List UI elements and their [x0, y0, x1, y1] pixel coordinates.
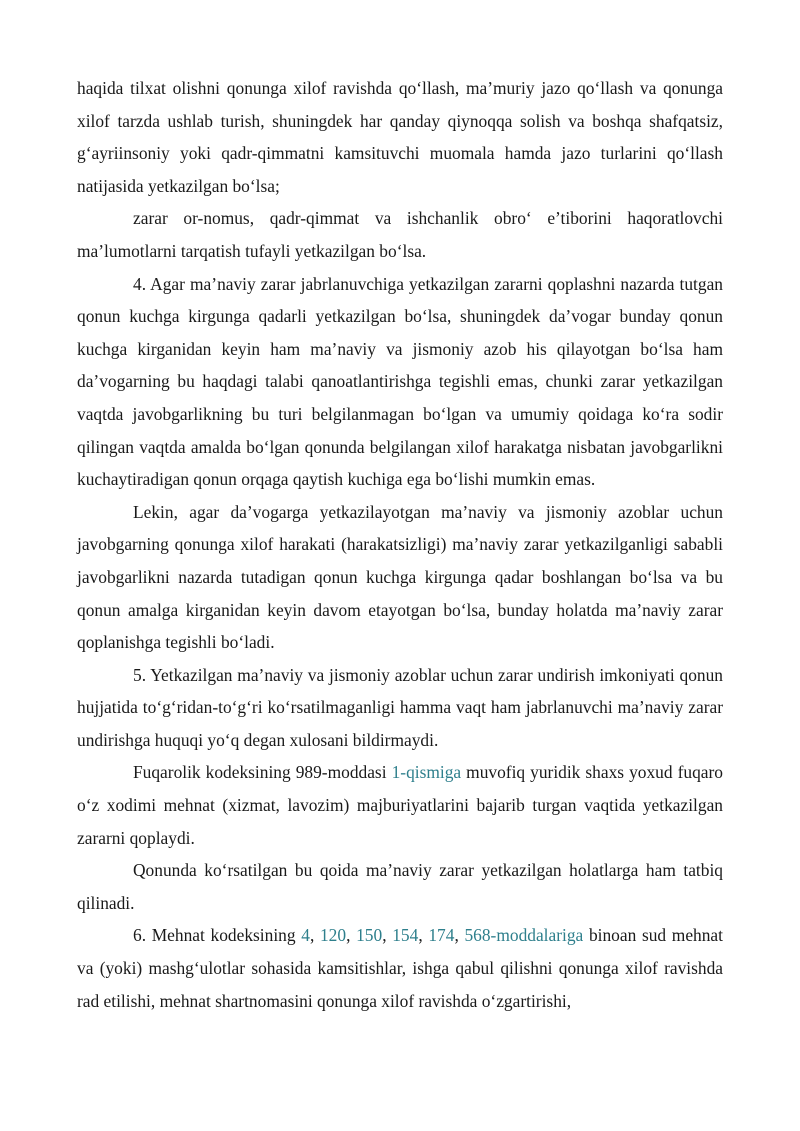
separator: , — [382, 925, 393, 946]
paragraph-8 — [77, 919, 723, 1017]
paragraph-8-text-end: binoan sud mehnat va (yoki) mashg‘ulotlar sohasida kamsitishlar, ishga qabul qilishni qonunga xilof ravishda rad etilishi, mehnat shartnomasini qonunga xilof ravishda o‘zgartirishi, — [77, 925, 723, 1011]
paragraph-6-text-end: muvofiq yuridik shaxs yoxud fuqaro o‘z xodimi mehnat (xizmat, lavozim) majburiyatlarini bajarib turgan vaqtida yetkazilgan zararni qoplaydi. — [77, 762, 724, 848]
paragraph-5: 5. Yetkazilgan ma’naviy va jismoniy azoblar uchun zarar undirish imkoniyati qonun hujjatida to‘g‘ridan-to‘g‘ri ko‘rsatilmaganligi hamma vaqt ham jabrlanuvchi ma’naviy zarar undirishga huquqi yo‘q degan xulosani bildirmaydi. — [77, 664, 723, 750]
paragraph-4: Lekin, agar da’vogarga yetkazilayotgan ma’naviy va jismoniy azoblar uchun javobgarning qonunga xilof harakati (harakatsizligi) ma’naviy zarar yetkazilganligi sababli javobgarlikni nazarda tutadigan qonun kuchga kirgunga qadar boshlangan bo‘lsa va bu qonun amalga kirganidan keyin davom etayotgan bo‘lsa, bunday holatda ma’naviy zarar qoplanishga tegishli bo‘ladi. — [77, 501, 723, 653]
paragraph-3: 4. Agar ma’naviy zarar jabrlanuvchiga yetkazilgan zararni qoplashni nazarda tutgan qonun kuchga kirgunga qadarli yetkazilgan bo‘lsa, shuningdek da’vogar bunday qonun kuchga kirganidan keyin ham ma’naviy va jismoniy azob his qilayotgan bo‘lsa ham da’vogarning bu haqdagi talabi qanoatlantirishga tegishli emas, chunki zarar yetkazilgan vaqtda javobgarlikning bu turi belgilanmagan bo‘lgan va umumiy qoidaga ko‘ra sodir qilingan vaqtda amalda bo‘lgan qonunda belgilangan xilof harakatga nisbatan javobgarlikni kuchaytiradigan qonun orqaga qaytish kuchiga ega bo‘lishi mumkin emas. — [77, 273, 723, 490]
paragraph-8-text-start: 6. Mehnat kodeksining — [133, 925, 302, 946]
separator: , — [454, 925, 465, 946]
link-article-120[interactable]: 120 — [319, 925, 347, 946]
link-article-568[interactable]: 568-moddalariga — [464, 925, 584, 946]
paragraph-2: zarar or-nomus, qadr-qimmat va ishchanlik obro‘ e’tiborini haqoratlovchi ma’lumotlarni tarqatish tufayli yetkazilgan bo‘lsa. — [77, 208, 723, 261]
link-1-qismiga[interactable]: 1-qismiga — [391, 762, 462, 783]
link-article-174[interactable]: 174 — [428, 925, 455, 946]
paragraph-1: haqida tilxat olishni qonunga xilof ravishda qo‘llash, ma’muriy jazo qo‘llash va qonunga xilof tarzda ushlab turish, shuningdek har qanday qiynoqqa solish va boshqa shafqatsiz, g‘ayriinsoniy yoki qadr-qimmatni kamsituvchi muomala hamda jazo turlarini qo‘llash natijasida yetkazilgan bo‘lsa; — [77, 78, 723, 196]
document-page — [77, 72, 723, 1017]
link-article-150[interactable]: 150 — [356, 925, 383, 946]
separator: , — [418, 925, 429, 946]
paragraph-6-text-start: Fuqarolik kodeksining 989-moddasi — [133, 762, 392, 783]
link-article-154[interactable]: 154 — [392, 925, 419, 946]
link-article-4[interactable]: 4 — [301, 925, 310, 946]
paragraph-7: Qonunda ko‘rsatilgan bu qoida ma’naviy zarar yetkazilgan holatlarga ham tatbiq qilinadi. — [77, 860, 723, 913]
separator: , — [346, 925, 357, 946]
separator: , — [309, 925, 320, 946]
paragraph-6 — [77, 756, 723, 854]
